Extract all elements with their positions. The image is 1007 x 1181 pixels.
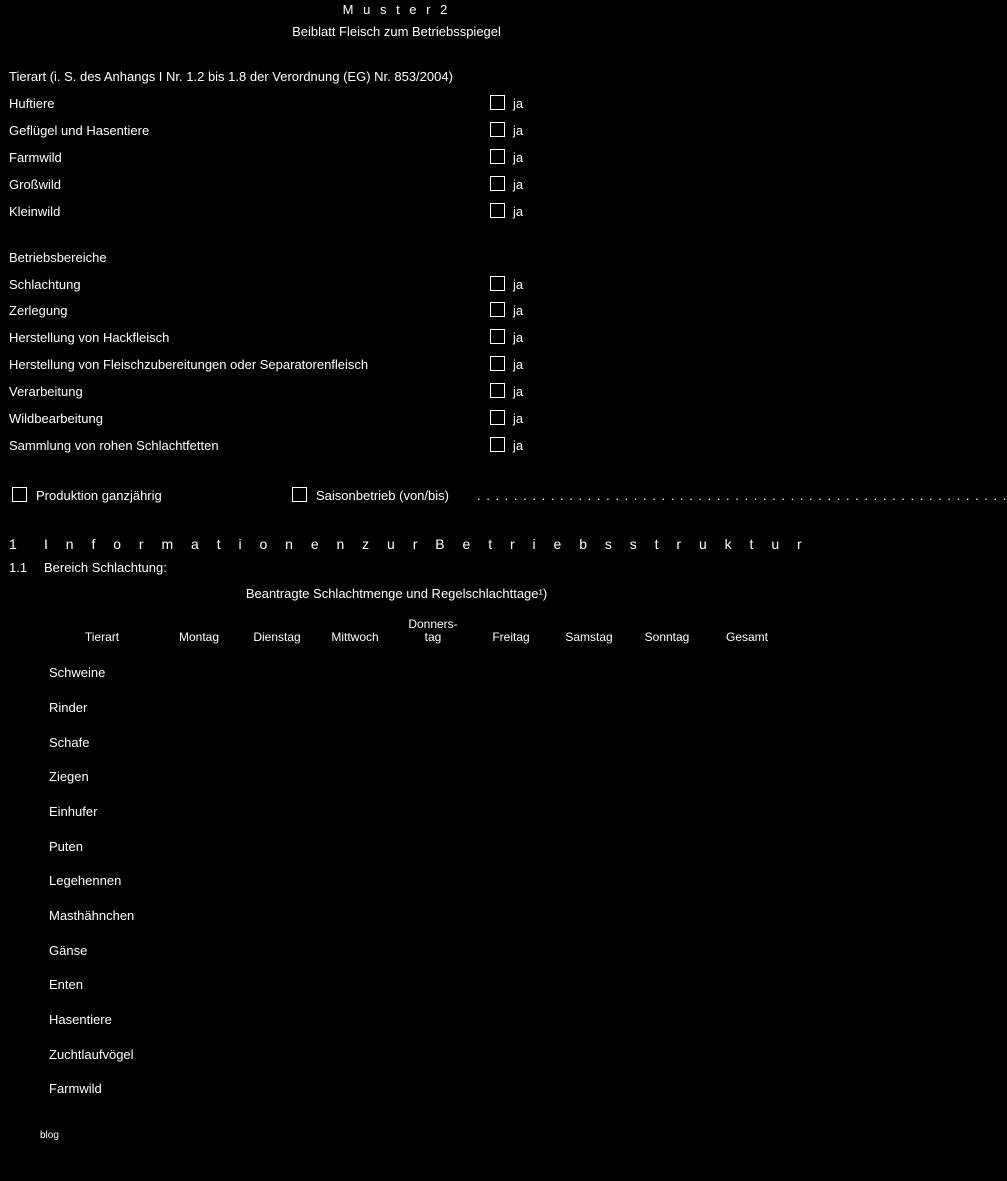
header-tierart: Tierart — [84, 630, 120, 644]
section-number: 1 — [9, 536, 17, 552]
bereich-checkbox-hackfleisch[interactable] — [490, 329, 505, 344]
header-mittwoch: Mittwoch — [331, 630, 379, 644]
bereich-label-hackfleisch: Herstellung von Hackfleisch — [9, 330, 170, 345]
tierart-option-ja: ja — [513, 96, 524, 111]
saisonbetrieb-checkbox[interactable] — [292, 487, 307, 502]
saisonbetrieb-date-field[interactable]: . . . . . . . . . . . . . . . . . . . . . . . . . . . . . . . . . . . . . . . . . . . . . . . . . . . . . . . . . . — [477, 488, 1007, 503]
table-row-label: Gänse — [49, 943, 88, 958]
tierart-label-huftiere: Huftiere — [9, 96, 55, 111]
header-freitag: Freitag — [492, 630, 530, 644]
header-samstag: Samstag — [565, 630, 613, 644]
table-row-label: Ziegen — [49, 769, 89, 784]
table-row-label: Schafe — [49, 735, 90, 750]
tierart-label-kleinwild: Kleinwild — [9, 204, 61, 219]
table-row-label: Enten — [49, 977, 83, 992]
table-row-label: Hasentiere — [49, 1012, 112, 1027]
header-donnerstag-line2: tag — [424, 630, 442, 645]
bereich-checkbox-wildbearbeitung[interactable] — [490, 410, 505, 425]
table-row-label: Rinder — [49, 700, 88, 715]
bereich-option-ja: ja — [513, 438, 524, 453]
bereich-label-wildbearbeitung: Wildbearbeitung — [9, 411, 103, 426]
tierart-checkbox-farmwild[interactable] — [490, 149, 505, 164]
table-row-label: Puten — [49, 839, 83, 854]
tierart-option-ja: ja — [513, 204, 524, 219]
table-row-label: Farmwild — [49, 1081, 102, 1096]
tierart-option-ja: ja — [513, 177, 524, 192]
bereich-option-ja: ja — [513, 357, 524, 372]
table-row-label: Schweine — [49, 665, 106, 680]
ganzjaehrig-label: Produktion ganzjährig — [36, 488, 162, 503]
bereich-checkbox-verarbeitung[interactable] — [490, 383, 505, 398]
table-row-label: Legehennen — [49, 873, 122, 888]
bereich-label-schlachtung: Schlachtung — [9, 277, 81, 292]
bereich-checkbox-schlachtfette[interactable] — [490, 437, 505, 452]
subsection-title: Bereich Schlachtung: — [44, 560, 167, 575]
header-gesamt: Gesamt — [725, 630, 768, 644]
form-number: M u s t e r 2 — [342, 2, 451, 17]
tierart-checkbox-grosswild[interactable] — [490, 176, 505, 191]
bereich-label-verarbeitung: Verarbeitung — [9, 384, 83, 399]
tierart-option-ja: ja — [513, 123, 524, 138]
saisonbetrieb-label: Saisonbetrieb (von/bis) — [316, 488, 449, 503]
page-title: Beiblatt Fleisch zum Betriebsspiegel — [292, 24, 501, 39]
tierart-heading: Tierart (i. S. des Anhangs I Nr. 1.2 bis 1.8 der Verordnung (EG) Nr. 853/2004) — [9, 69, 453, 84]
bereich-checkbox-fleischzubereitungen[interactable] — [490, 356, 505, 371]
bereich-option-ja: ja — [513, 303, 524, 318]
table-row-label: Zuchtlaufvögel — [49, 1047, 134, 1062]
header-donnerstag — [394, 618, 472, 644]
ganzjaehrig-checkbox[interactable] — [12, 487, 27, 502]
table-row-label: Einhufer — [49, 804, 98, 819]
tierart-checkbox-gefluegel[interactable] — [490, 122, 505, 137]
bereich-label-schlachtfette: Sammlung von rohen Schlachtfetten — [9, 438, 219, 453]
tierart-label-gefluegel: Geflügel und Hasentiere — [9, 123, 150, 138]
header-sonntag: Sonntag — [644, 630, 690, 644]
table-title: Beantragte Schlachtmenge und Regelschlachttage¹) — [245, 586, 548, 601]
table-row-label: Masthähnchen — [49, 908, 135, 923]
bereich-option-ja: ja — [513, 411, 524, 426]
bereich-label-fleischzubereitungen: Herstellung von Fleischzubereitungen oder Separatorenfleisch — [9, 357, 369, 372]
footer-blog-label: blog — [40, 1130, 59, 1141]
bereich-option-ja: ja — [513, 277, 524, 292]
bereich-checkbox-schlachtung[interactable] — [490, 276, 505, 291]
tierart-checkbox-kleinwild[interactable] — [490, 203, 505, 218]
header-dienstag: Dienstag — [253, 630, 301, 644]
tierart-label-farmwild: Farmwild — [9, 150, 62, 165]
section-title: I n f o r m a t i o n e n z u r B e t r i e b s s t r u k t u r — [44, 536, 809, 552]
bereich-checkbox-zerlegung[interactable] — [490, 302, 505, 317]
betriebsbereiche-heading: Betriebsbereiche — [9, 250, 107, 265]
tierart-checkbox-huftiere[interactable] — [490, 95, 505, 110]
subsection-number: 1.1 — [9, 560, 28, 575]
header-donnerstag-line1: Donners- — [408, 617, 458, 631]
tierart-label-grosswild: Großwild — [9, 177, 62, 192]
bereich-option-ja: ja — [513, 384, 524, 399]
bereich-label-zerlegung: Zerlegung — [9, 303, 68, 318]
bereich-option-ja: ja — [513, 330, 524, 345]
header-montag: Montag — [178, 630, 220, 644]
tierart-option-ja: ja — [513, 150, 524, 165]
